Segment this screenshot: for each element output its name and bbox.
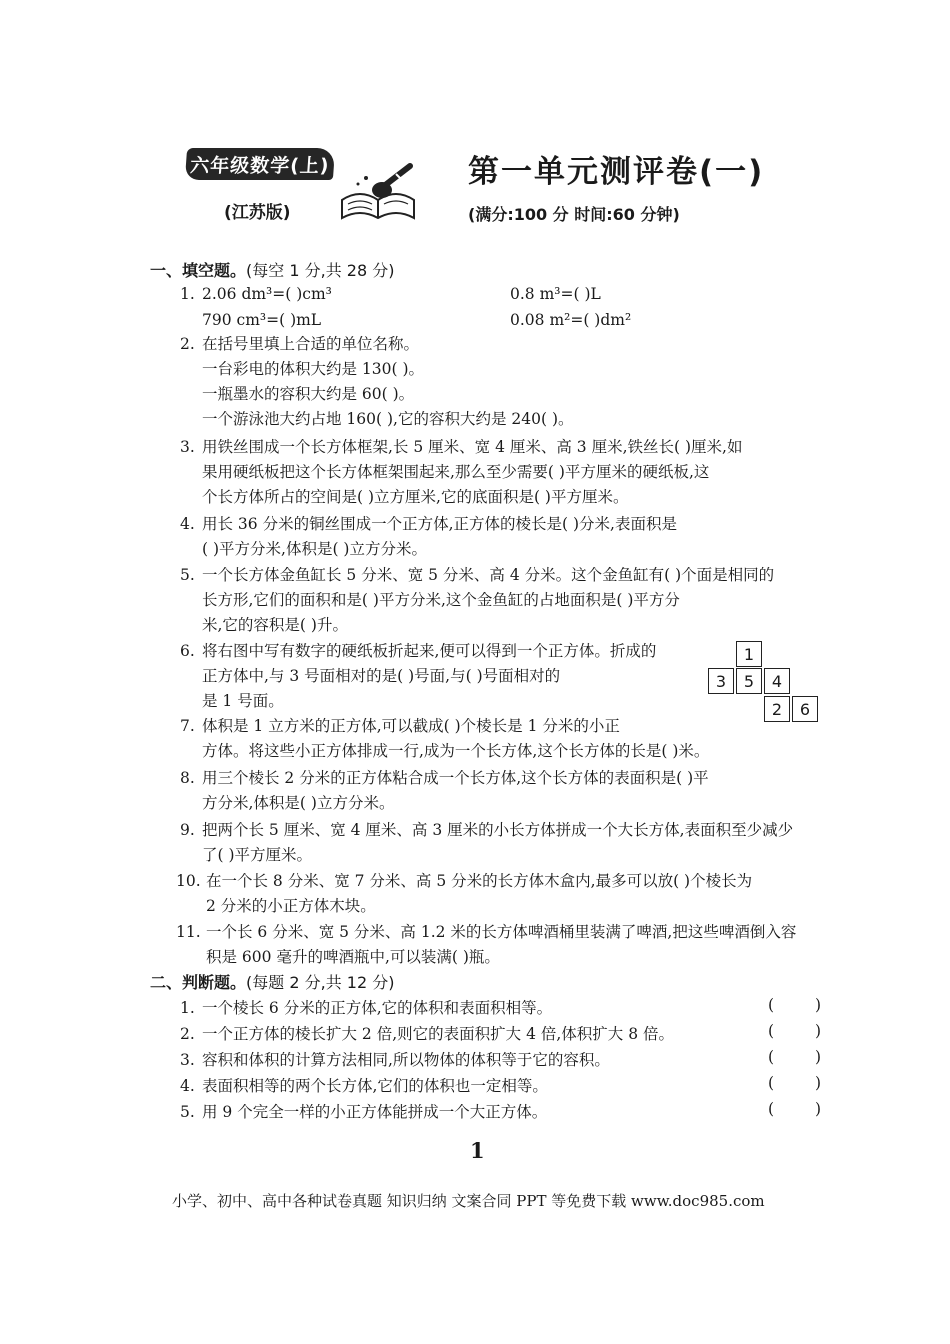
page-title: 第一单元测评卷(一) [468,154,765,190]
q6-line1: 将右图中写有数字的硬纸板折起来,便可以得到一个正方体。折成的 [202,642,657,660]
tf2-text: 一个正方体的棱长扩大 2 倍,则它的表面积扩大 4 倍,体积扩大 8 倍。 [202,1025,675,1043]
q1-number: 1. [180,285,195,303]
q2-stem: 在括号里填上合适的单位名称。 [202,335,420,353]
q1-item-d: 0.08 m²=( )dm² [510,311,632,329]
net-face-1: 1 [736,641,762,667]
q11-line2: 积是 600 毫升的啤酒瓶中,可以装满( )瓶。 [206,948,500,966]
section1-title: 一、填空题。 [150,261,247,280]
q6-line3: 是 1 号面。 [202,692,284,710]
net-face-4: 4 [764,668,790,694]
q11-number: 11. [176,923,201,941]
q5-line1: 一个长方体金鱼缸长 5 分米、宽 5 分米、高 4 分米。这个金鱼缸有( )个面是相同的 [202,566,775,584]
tf1-answer-blank[interactable]: ( ) [768,996,840,1014]
q8-line1: 用三个棱长 2 分米的正方体粘合成一个长方体,这个长方体的表面积是( )平 [202,769,709,787]
q7-number: 7. [180,717,195,735]
book-pen-icon [338,160,420,224]
edition-label: (江苏版) [224,203,291,223]
q5-line3: 米,它的容积是( )升。 [202,616,348,634]
q7-line1: 体积是 1 立方米的正方体,可以截成( )个棱长是 1 分米的小正 [202,717,620,735]
grade-badge: 六年级数学(上) [185,148,335,180]
q10-line1: 在一个长 8 分米、宽 7 分米、高 5 分米的长方体木盒内,最多可以放( )个棱长为 [206,872,753,890]
q7-line2: 方体。将这些小正方体排成一行,成为一个长方体,这个长方体的长是( )米。 [202,742,710,760]
tf1-text: 一个棱长 6 分米的正方体,它的体积和表面积相等。 [202,999,553,1017]
q2-line1: 一台彩电的体积大约是 130( )。 [202,360,425,378]
q1-item-b: 0.8 m³=( )L [510,285,601,303]
q3-number: 3. [180,438,195,456]
q5-line2: 长方形,它们的面积和是( )平方分米,这个金鱼缸的占地面积是( )平方分 [202,591,680,609]
tf4-number: 4. [180,1077,195,1095]
tf5-answer-blank[interactable]: ( ) [768,1100,840,1118]
section2-note: (每题 2 分,共 12 分) [246,973,395,992]
q4-number: 4. [180,515,195,533]
q9-line1: 把两个长 5 厘米、宽 4 厘米、高 3 厘米的小长方体拼成一个大长方体,表面积至少减少 [202,821,794,839]
q3-line2: 果用硬纸板把这个长方体框架围起来,那么至少需要( )平方厘米的硬纸板,这 [202,463,710,481]
net-face-3: 3 [708,668,734,694]
page-number: 1 [470,1138,485,1163]
net-face-6: 6 [792,696,818,722]
q9-number: 9. [180,821,195,839]
tf1-number: 1. [180,999,195,1017]
q6-line2: 正方体中,与 3 号面相对的是( )号面,与( )号面相对的 [202,667,561,685]
q2-line2: 一瓶墨水的容积大约是 60( )。 [202,385,415,403]
q8-line2: 方分米,体积是( )立方分米。 [202,794,395,812]
section1-note: (每空 1 分,共 28 分) [246,261,395,280]
q2-number: 2. [180,335,195,353]
footer-text: 小学、初中、高中各种试卷真题 知识归纳 文案合同 PPT 等免费下载 www.doc985.com [172,1192,765,1210]
q10-line2: 2 分米的小正方体木块。 [206,897,376,915]
tf2-answer-blank[interactable]: ( ) [768,1022,840,1040]
q8-number: 8. [180,769,195,787]
net-face-2: 2 [764,696,790,722]
q3-line3: 个长方体所占的空间是( )立方厘米,它的底面积是( )平方厘米。 [202,488,629,506]
tf4-text: 表面积相等的两个长方体,它们的体积也一定相等。 [202,1077,548,1095]
q3-line1: 用铁丝围成一个长方体框架,长 5 厘米、宽 4 厘米、高 3 厘米,铁丝长( )厘米,如 [202,438,743,456]
q6-number: 6. [180,642,195,660]
q10-number: 10. [176,872,201,890]
q11-line1: 一个长 6 分米、宽 5 分米、高 1.2 米的长方体啤酒桶里装满了啤酒,把这些啤酒倒入容 [206,923,797,941]
tf5-number: 5. [180,1103,195,1121]
q1-item-c: 790 cm³=( )mL [202,311,322,329]
cube-net-figure [708,641,822,725]
net-face-5: 5 [736,668,762,694]
section2-title: 二、判断题。 [150,973,247,992]
tf3-answer-blank[interactable]: ( ) [768,1048,840,1066]
q4-line2: ( )平方分米,体积是( )立方分米。 [202,540,427,558]
tf5-text: 用 9 个完全一样的小正方体能拼成一个大正方体。 [202,1103,548,1121]
score-time-info: (满分:100 分 时间:60 分钟) [468,205,680,224]
tf3-number: 3. [180,1051,195,1069]
tf4-answer-blank[interactable]: ( ) [768,1074,840,1092]
section2-heading [150,970,394,993]
q1-item-a: 2.06 dm³=( )cm³ [202,285,332,303]
q4-line1: 用长 36 分米的铜丝围成一个正方体,正方体的棱长是( )分米,表面积是 [202,515,677,533]
tf3-text: 容积和体积的计算方法相同,所以物体的体积等于它的容积。 [202,1051,610,1069]
q2-line3: 一个游泳池大约占地 160( ),它的容积大约是 240( )。 [202,410,574,428]
section1-heading [150,258,394,281]
q9-line2: 了( )平方厘米。 [202,846,313,864]
tf2-number: 2. [180,1025,195,1043]
q5-number: 5. [180,566,195,584]
